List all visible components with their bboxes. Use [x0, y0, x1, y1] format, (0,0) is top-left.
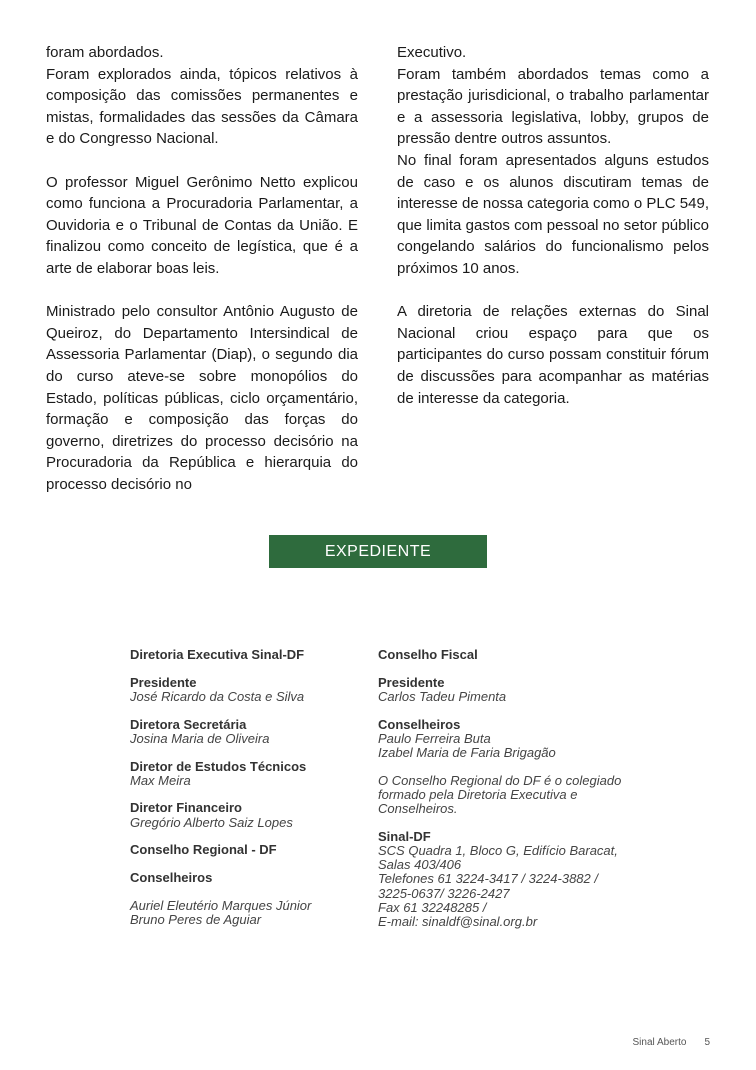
paragraph: Ministrado pelo consultor Antônio Augusto de Queiroz, do Departamento Intersindical de Assessoria Parlamentar (Diap), o segundo dia do curso ateve-se sobre monopólios do Estado, políticas públicas, ciclo orçamentário, formação e composição das forças do governo, diretrizes do processo decisório na Procuradoria da República e hierarquia do processo decisório no	[46, 303, 358, 493]
note-line: O Conselho Regional do DF é o colegiado	[378, 772, 622, 788]
person-name: Josina Maria de Oliveira	[130, 730, 270, 746]
role-title: Conselheiros	[378, 716, 461, 732]
note-line: formado pela Diretoria Executiva e	[378, 786, 578, 802]
person-name: Gregório Alberto Saiz Lopes	[130, 814, 293, 830]
paragraph: Executivo.	[397, 44, 467, 61]
paragraph: Foram explorados ainda, tópicos relativos à composição das comissões permanentes e mistas, formalidades das sessões da Câmara e do Congresso Nacional.	[46, 65, 358, 148]
role-title: Conselheiros	[130, 870, 213, 886]
address-line: SCS Quadra 1, Bloco G, Edifício Baracat,	[378, 843, 618, 859]
person-name: Auriel Eleutério Marques Júnior	[130, 897, 312, 913]
fax-line: Fax 61 32248285 /	[378, 899, 487, 915]
note-line: Conselheiros.	[378, 801, 458, 817]
role-title: Diretor de Estudos Técnicos	[130, 758, 307, 774]
role-title: Diretora Secretária	[130, 716, 247, 732]
section-heading: Sinal-DF	[378, 828, 431, 844]
paragraph: No final foram apresentados alguns estudos de caso e os alunos discutiram temas de interesse de nossa categoria como o PLC 549, que limita gastos com pessoal no setor público congelando salários do funcionalismo pelos próximos 10 anos.	[397, 151, 709, 277]
phone-line: 3225-0637/ 3226-2427	[378, 885, 510, 901]
section-heading: Conselho Fiscal	[378, 647, 478, 662]
paragraph: foram abordados.	[46, 44, 164, 61]
person-name: Paulo Ferreira Buta	[378, 730, 491, 746]
publication-name: Sinal Aberto	[632, 1037, 687, 1048]
person-name: Max Meira	[130, 772, 191, 788]
address-line: Salas 403/406	[378, 857, 462, 873]
expediente-banner: EXPEDIENTE	[269, 535, 487, 568]
expediente-right-column	[378, 648, 668, 943]
person-name: José Ricardo da Costa e Silva	[130, 688, 305, 704]
role-title: Presidente	[130, 674, 197, 690]
article-right-column	[397, 42, 709, 431]
phone-line: Telefones 61 3224-3417 / 3224-3882 /	[378, 871, 598, 887]
paragraph: Foram também abordados temas como a prestação jurisdicional, o trabalho parlamentar e a assessoria legislativa, lobby, grupos de pressão dentre outros assuntos.	[397, 65, 709, 148]
page-footer	[633, 1037, 711, 1048]
article-left-column	[46, 42, 358, 517]
page-number: 5	[704, 1037, 710, 1048]
role-title: Diretor Financeiro	[130, 800, 242, 816]
person-name: Bruno Peres de Aguiar	[130, 911, 262, 927]
role-title: Presidente	[378, 674, 445, 690]
section-heading: Diretoria Executiva Sinal-DF	[130, 647, 305, 662]
person-name: Carlos Tadeu Pimenta	[378, 688, 507, 704]
paragraph: O professor Miguel Gerônimo Netto explicou como funciona a Procuradoria Parlamentar, a Ouvidoria e o Tribunal de Contas da União. E finalizou como conceito de legística, que é a arte de elaborar boas leis.	[46, 173, 358, 277]
paragraph: A diretoria de relações externas do Sinal Nacional criou espaço para que os participantes do curso possam constituir fórum de discussões para acompanhar as matérias de interesse da categoria.	[397, 303, 709, 407]
person-name: Izabel Maria de Faria Brigagão	[378, 745, 556, 761]
expediente-left-column	[130, 648, 360, 941]
section-heading: Conselho Regional - DF	[130, 842, 277, 858]
email-line: E-mail: sinaldf@sinal.org.br	[378, 914, 538, 930]
